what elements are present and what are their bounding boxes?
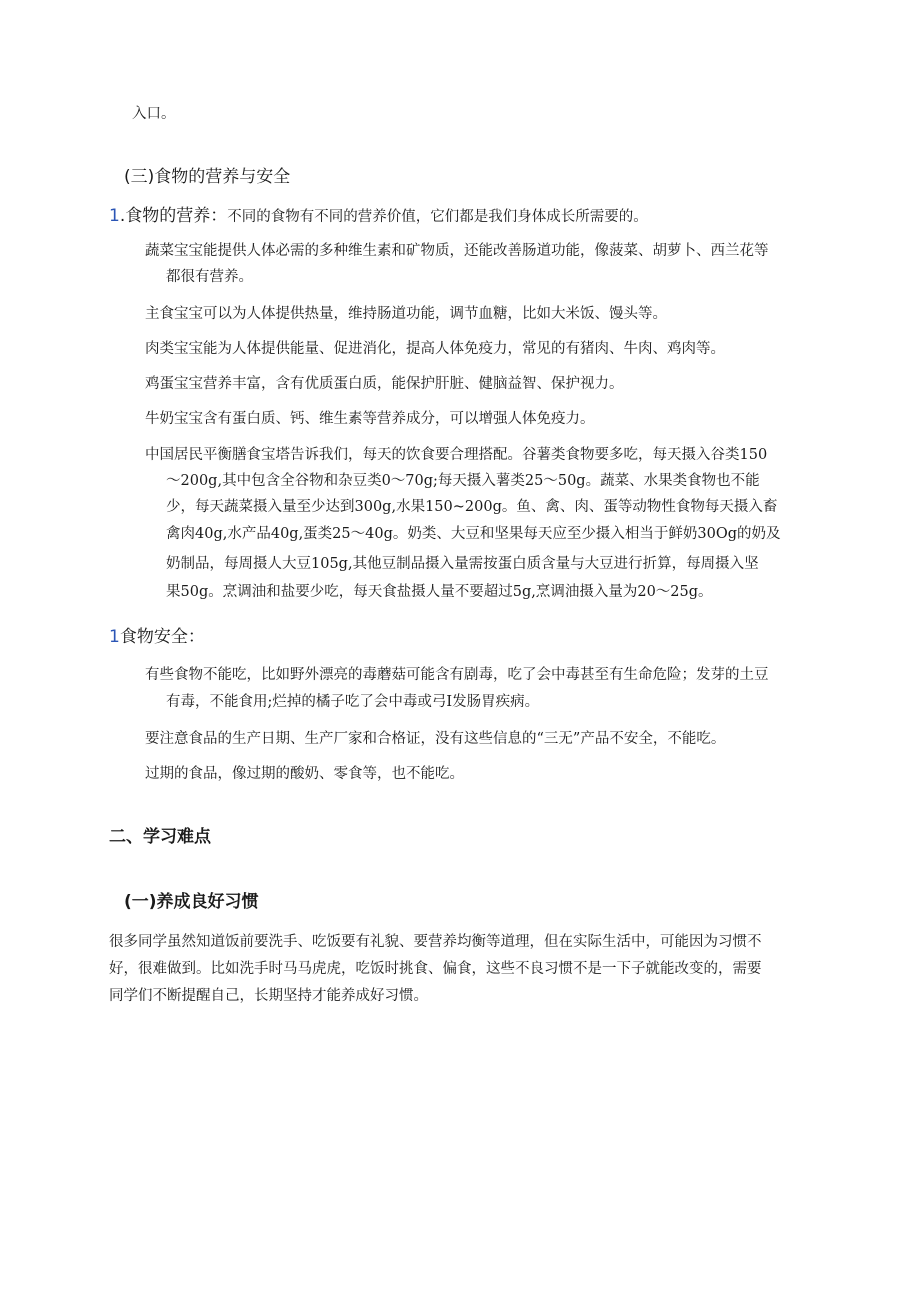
para-pyramid-cont: ～200g,其中包含全谷物和杂豆类0～70g;每天摄入薯类25～50g。蔬菜、水果类食物也不能 [166,473,760,489]
para-pyramid: 中国居民平衡膳食宝塔告诉我们，每天的饮食要合理搭配。谷薯类食物要多吃，每天摄入谷类150 [145,447,768,463]
para-vegetable: 蔬菜宝宝能提供人体必需的多种维生素和矿物质，还能改善肠道功能，像菠菜、胡萝卜、西兰花等 [145,243,769,259]
continuation-text: 入口。 [132,106,176,122]
para-poison: 有些食物不能吃，比如野外漂亮的毒蘑菇可能含有剧毒，吃了会中毒甚至有生命危险；发芽的土豆 [145,667,769,683]
para-egg: 鸡蛋宝宝营养丰富，含有优质蛋白质，能保护肝脏、健脑益智、保护视力。 [145,376,624,392]
nutrition-item [109,205,648,227]
item-number: 1 [109,627,120,647]
para-habits: 很多同学虽然知道饭前要洗手、吃饭要有礼貌、要营养均衡等道理，但在实际生活中，可能因为习惯不 [109,934,762,950]
item-number: 1 [109,206,120,226]
subsection-heading-habits: (一)养成良好习惯 [124,892,259,912]
para-habits-cont: 同学们不断提醒自己，长期坚持才能养成好习惯。 [109,988,428,1004]
item-intro: 不同的食物有不同的营养价值，它们都是我们身体成长所需要的。 [227,209,648,225]
para-pyramid-cont: 禽肉40g,水产品40g,蛋类25～40g。奶类、大豆和坚果每天应至少摄入相当于鲜奶30Og的奶及 [166,526,781,542]
item-label: 食物安全： [119,627,205,647]
section-heading-food: (三)食物的营养与安全 [124,167,291,187]
item-label: .食物的营养： [119,206,228,226]
para-poison-cont: 有毒，不能食用;烂掉的橘子吃了会中毒或弓I发肠胃疾病。 [166,694,540,710]
para-labels: 要注意食品的生产日期、生产厂家和合格证，没有这些信息的“三无”产品不安全，不能吃。 [145,731,726,747]
para-milk: 牛奶宝宝含有蛋白质、钙、维生素等营养成分，可以增强人体免疫力。 [145,411,595,427]
para-expired: 过期的食品，像过期的酸奶、零食等，也不能吃。 [145,766,464,782]
para-habits-cont: 好，很难做到。比如洗手时马马虎虎，吃饭时挑食、偏食，这些不良习惯不是一下子就能改变的，需要 [109,961,762,977]
para-pyramid-cont: 少，每天蔬菜摄入量至少达到300g,水果150~200g。鱼、禽、肉、蛋等动物性食物每天摄入畜 [166,499,778,515]
para-pyramid-cont: 果50g。烹调油和盐要少吃，每天食盐摄人量不要超过5g,烹调油摄入量为20～25g。 [166,584,713,600]
para-staple: 主食宝宝可以为人体提供热量，维持肠道功能，调节血糖，比如大米饭、馒头等。 [145,306,667,322]
safety-item [109,626,205,648]
para-vegetable-cont: 都很有营养。 [166,269,253,285]
para-meat: 肉类宝宝能为人体提供能量、促进消化，提高人体免疫力，常见的有猪肉、牛肉、鸡肉等。 [145,341,725,357]
section-heading-difficulties: 二、学习难点 [109,827,211,847]
para-pyramid-cont: 奶制品，每周摄人大豆105g,其他豆制品摄入量需按蛋白质含量与大豆进行折算，每周摄入坚 [166,556,759,572]
